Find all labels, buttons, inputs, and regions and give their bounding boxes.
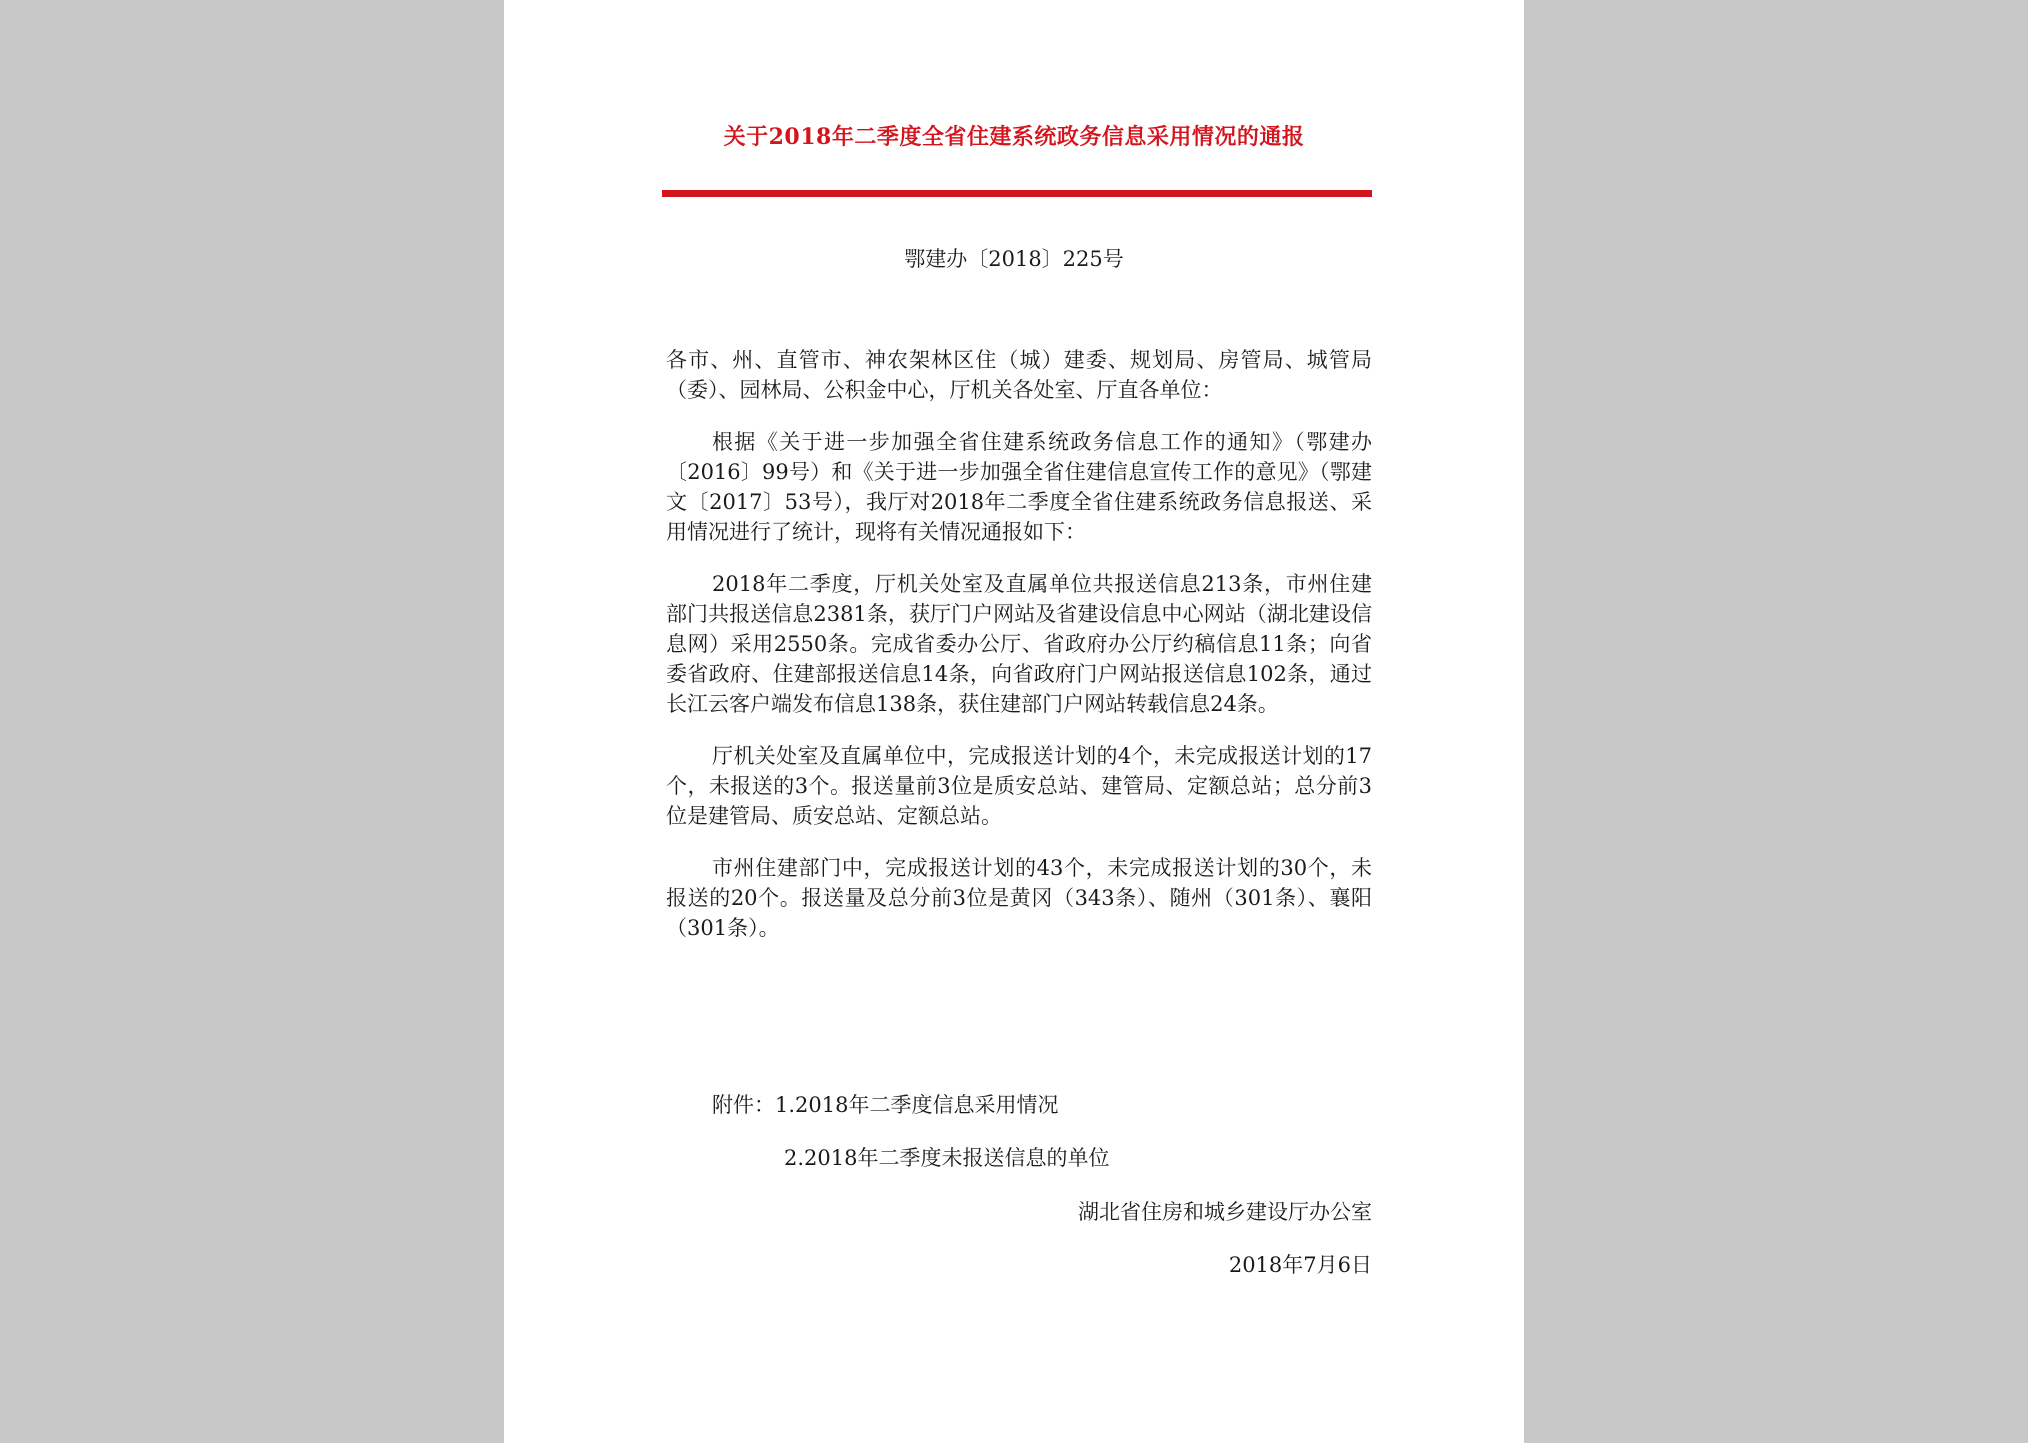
addressee: 各市、州、直管市、神农架林区住（城）建委、规划局、房管局、城管局（委）、园林局、公积金中心，厅机关各处室、厅直各单位： xyxy=(666,348,1372,402)
body-paragraph: 根据《关于进一步加强全省住建系统政务信息工作的通知》（鄂建办〔2016〕99号）和《关于进一步加强全省住建信息宣传工作的意见》（鄂建文〔2017〕53号），我厅对2018年二季度全省住建系统政务信息报送、采用情况进行了统计，现将有关情况通报如下： xyxy=(666,430,1372,544)
body-paragraph: 2018年二季度，厅机关处室及直属单位共报送信息213条，市州住建部门共报送信息2381条，获厅门户网站及省建设信息中心网站（湖北建设信息网）采用2550条。完成省委办公厅、省政府办公厅约稿信息11条；向省委省政府、住建部报送信息14条，向省政府门户网站报送信息102条，通过长江云客户端发布信息138条，获住建部门户网站转载信息24条。 xyxy=(666,572,1372,716)
issue-date: 2018年7月6日 xyxy=(1228,1253,1372,1277)
document-page xyxy=(504,0,1524,1443)
document-title: 关于2018年二季度全省住建系统政务信息采用情况的通报 xyxy=(723,124,1305,150)
attachment-item-2: 2.2018年二季度未报送信息的单位 xyxy=(784,1146,1110,1170)
red-header-rule xyxy=(662,190,1372,197)
document-number: 鄂建办〔2018〕225号 xyxy=(904,247,1124,271)
document-body xyxy=(666,345,1372,965)
body-paragraph: 市州住建部门中，完成报送计划的43个，未完成报送计划的30个，未报送的20个。报送量及总分前3位是黄冈（343条）、随州（301条）、襄阳（301条）。 xyxy=(666,856,1372,940)
issuing-office: 湖北省住房和城乡建设厅办公室 xyxy=(1078,1200,1372,1224)
attachment-item-1: 附件：1.2018年二季度信息采用情况 xyxy=(712,1093,1059,1117)
body-paragraph: 厅机关处室及直属单位中，完成报送计划的4个，未完成报送计划的17个，未报送的3个。报送量前3位是质安总站、建管局、定额总站；总分前3位是建管局、质安总站、定额总站。 xyxy=(666,744,1372,828)
